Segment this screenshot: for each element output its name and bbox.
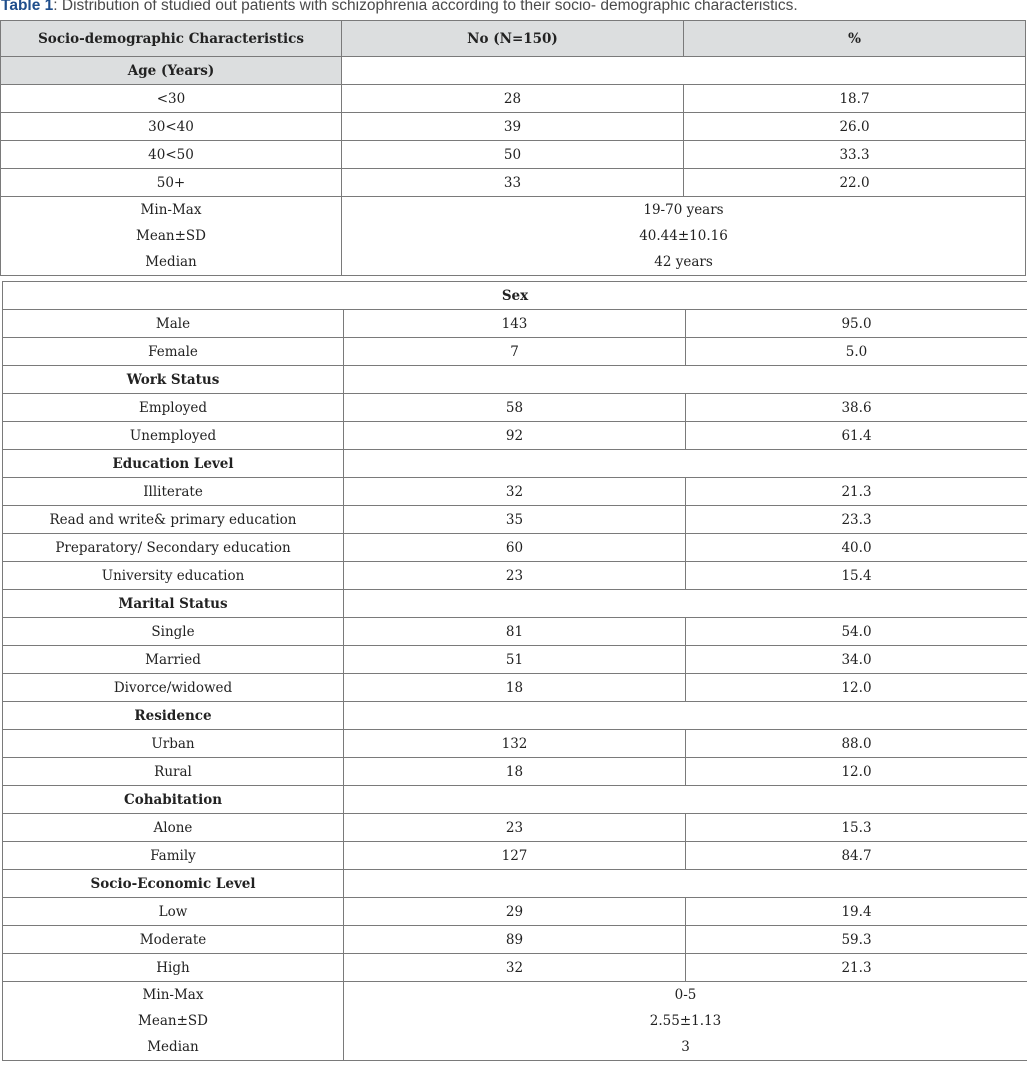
row-percent: 33.3 <box>684 141 1026 169</box>
section-title-age: Age (Years) <box>1 57 342 85</box>
stat-value: 42 years <box>342 249 1026 276</box>
row-label: University education <box>3 562 344 590</box>
header-characteristics: Socio-demographic Characteristics <box>1 21 342 57</box>
section-title-sex: Sex <box>3 282 1027 310</box>
row-label: 30<40 <box>1 113 342 141</box>
row-label: Alone <box>3 814 344 842</box>
row-count: 81 <box>344 618 686 646</box>
row-label: Rural <box>3 758 344 786</box>
row-label: <30 <box>1 85 342 113</box>
row-percent: 54.0 <box>686 618 1027 646</box>
row-percent: 15.3 <box>686 814 1027 842</box>
table-header-row <box>1 21 1026 57</box>
row-count: 58 <box>344 394 686 422</box>
row-count: 29 <box>344 898 686 926</box>
table-row <box>3 898 1027 926</box>
row-percent: 19.4 <box>686 898 1027 926</box>
row-percent: 15.4 <box>686 562 1027 590</box>
row-count: 32 <box>344 954 686 982</box>
row-percent: 88.0 <box>686 730 1027 758</box>
table-row <box>1 169 1026 197</box>
table-row <box>3 506 1027 534</box>
row-label: High <box>3 954 344 982</box>
stat-label: Min-Max <box>1 197 342 224</box>
table-row <box>3 842 1027 870</box>
row-percent: 21.3 <box>686 478 1027 506</box>
stat-row <box>3 982 1027 1009</box>
row-count: 28 <box>342 85 684 113</box>
row-label: Illiterate <box>3 478 344 506</box>
section-blank <box>344 870 1027 898</box>
table-caption-label: Table 1 <box>1 0 54 14</box>
section-blank <box>344 702 1027 730</box>
table-row <box>3 926 1027 954</box>
row-count: 23 <box>344 814 686 842</box>
stat-label: Mean±SD <box>3 1008 344 1034</box>
table-row <box>3 618 1027 646</box>
stat-value: 40.44±10.16 <box>342 223 1026 249</box>
row-label: Married <box>3 646 344 674</box>
stat-row <box>1 223 1026 249</box>
row-percent: 34.0 <box>686 646 1027 674</box>
row-count: 92 <box>344 422 686 450</box>
table-row <box>1 85 1026 113</box>
table-row <box>3 534 1027 562</box>
row-percent: 12.0 <box>686 674 1027 702</box>
row-percent: 22.0 <box>684 169 1026 197</box>
stat-row <box>3 1008 1027 1034</box>
row-percent: 84.7 <box>686 842 1027 870</box>
row-count: 60 <box>344 534 686 562</box>
row-count: 132 <box>344 730 686 758</box>
row-percent: 26.0 <box>684 113 1026 141</box>
row-count: 32 <box>344 478 686 506</box>
section-row-marital <box>3 590 1027 618</box>
section-blank <box>342 57 1026 85</box>
table-row <box>3 730 1027 758</box>
row-count: 39 <box>342 113 684 141</box>
row-label: Male <box>3 310 344 338</box>
section-row-sex <box>3 282 1027 310</box>
row-percent: 5.0 <box>686 338 1027 366</box>
section-blank <box>344 450 1027 478</box>
row-label: Low <box>3 898 344 926</box>
section-blank <box>344 590 1027 618</box>
section-title-residence: Residence <box>3 702 344 730</box>
table-row <box>3 758 1027 786</box>
table-row <box>1 141 1026 169</box>
header-percent: % <box>684 21 1026 57</box>
row-count: 143 <box>344 310 686 338</box>
section-row-age <box>1 57 1026 85</box>
demographics-table-part-1 <box>0 20 1026 276</box>
header-count: No (N=150) <box>342 21 684 57</box>
row-percent: 38.6 <box>686 394 1027 422</box>
row-count: 127 <box>344 842 686 870</box>
section-title-ses: Socio-Economic Level <box>3 870 344 898</box>
table-caption-text: : Distribution of studied out patients with schizophrenia according to their socio- demographic characteristics. <box>53 0 798 14</box>
row-label: Female <box>3 338 344 366</box>
row-label: Read and write& primary education <box>3 506 344 534</box>
row-count: 89 <box>344 926 686 954</box>
table-row <box>3 338 1027 366</box>
section-row-ses <box>3 870 1027 898</box>
section-row-residence <box>3 702 1027 730</box>
section-blank <box>344 366 1027 394</box>
section-row-work <box>3 366 1027 394</box>
section-row-cohabitation <box>3 786 1027 814</box>
row-percent: 12.0 <box>686 758 1027 786</box>
row-count: 18 <box>344 758 686 786</box>
table-row <box>3 954 1027 982</box>
section-blank <box>344 786 1027 814</box>
row-count: 50 <box>342 141 684 169</box>
row-percent: 40.0 <box>686 534 1027 562</box>
row-count: 7 <box>344 338 686 366</box>
row-count: 18 <box>344 674 686 702</box>
table-row <box>3 562 1027 590</box>
row-label: 40<50 <box>1 141 342 169</box>
section-title-cohabitation: Cohabitation <box>3 786 344 814</box>
row-label: Divorce/widowed <box>3 674 344 702</box>
stat-value: 3 <box>344 1034 1027 1061</box>
stat-label: Median <box>3 1034 344 1061</box>
section-title-marital: Marital Status <box>3 590 344 618</box>
table-row <box>3 646 1027 674</box>
table-caption <box>1 0 798 15</box>
stat-label: Mean±SD <box>1 223 342 249</box>
row-label: Urban <box>3 730 344 758</box>
stat-row <box>1 249 1026 276</box>
stat-value: 2.55±1.13 <box>344 1008 1027 1034</box>
table-row <box>3 674 1027 702</box>
section-row-education <box>3 450 1027 478</box>
row-label: Preparatory/ Secondary education <box>3 534 344 562</box>
stat-label: Median <box>1 249 342 276</box>
row-percent: 95.0 <box>686 310 1027 338</box>
row-percent: 21.3 <box>686 954 1027 982</box>
row-percent: 61.4 <box>686 422 1027 450</box>
row-label: 50+ <box>1 169 342 197</box>
stat-row <box>3 1034 1027 1061</box>
row-count: 23 <box>344 562 686 590</box>
table-row <box>3 814 1027 842</box>
row-label: Single <box>3 618 344 646</box>
row-count: 51 <box>344 646 686 674</box>
table-row <box>1 113 1026 141</box>
table-row <box>3 478 1027 506</box>
row-label: Employed <box>3 394 344 422</box>
table-row <box>3 422 1027 450</box>
row-percent: 23.3 <box>686 506 1027 534</box>
section-title-work: Work Status <box>3 366 344 394</box>
row-label: Unemployed <box>3 422 344 450</box>
stat-value: 19-70 years <box>342 197 1026 224</box>
row-percent: 59.3 <box>686 926 1027 954</box>
stat-row <box>1 197 1026 224</box>
section-title-education: Education Level <box>3 450 344 478</box>
table-row <box>3 310 1027 338</box>
row-label: Family <box>3 842 344 870</box>
table-row <box>3 394 1027 422</box>
demographics-table-part-2 <box>2 281 1027 1061</box>
row-count: 33 <box>342 169 684 197</box>
row-label: Moderate <box>3 926 344 954</box>
stat-value: 0-5 <box>344 982 1027 1009</box>
row-percent: 18.7 <box>684 85 1026 113</box>
stat-label: Min-Max <box>3 982 344 1009</box>
row-count: 35 <box>344 506 686 534</box>
